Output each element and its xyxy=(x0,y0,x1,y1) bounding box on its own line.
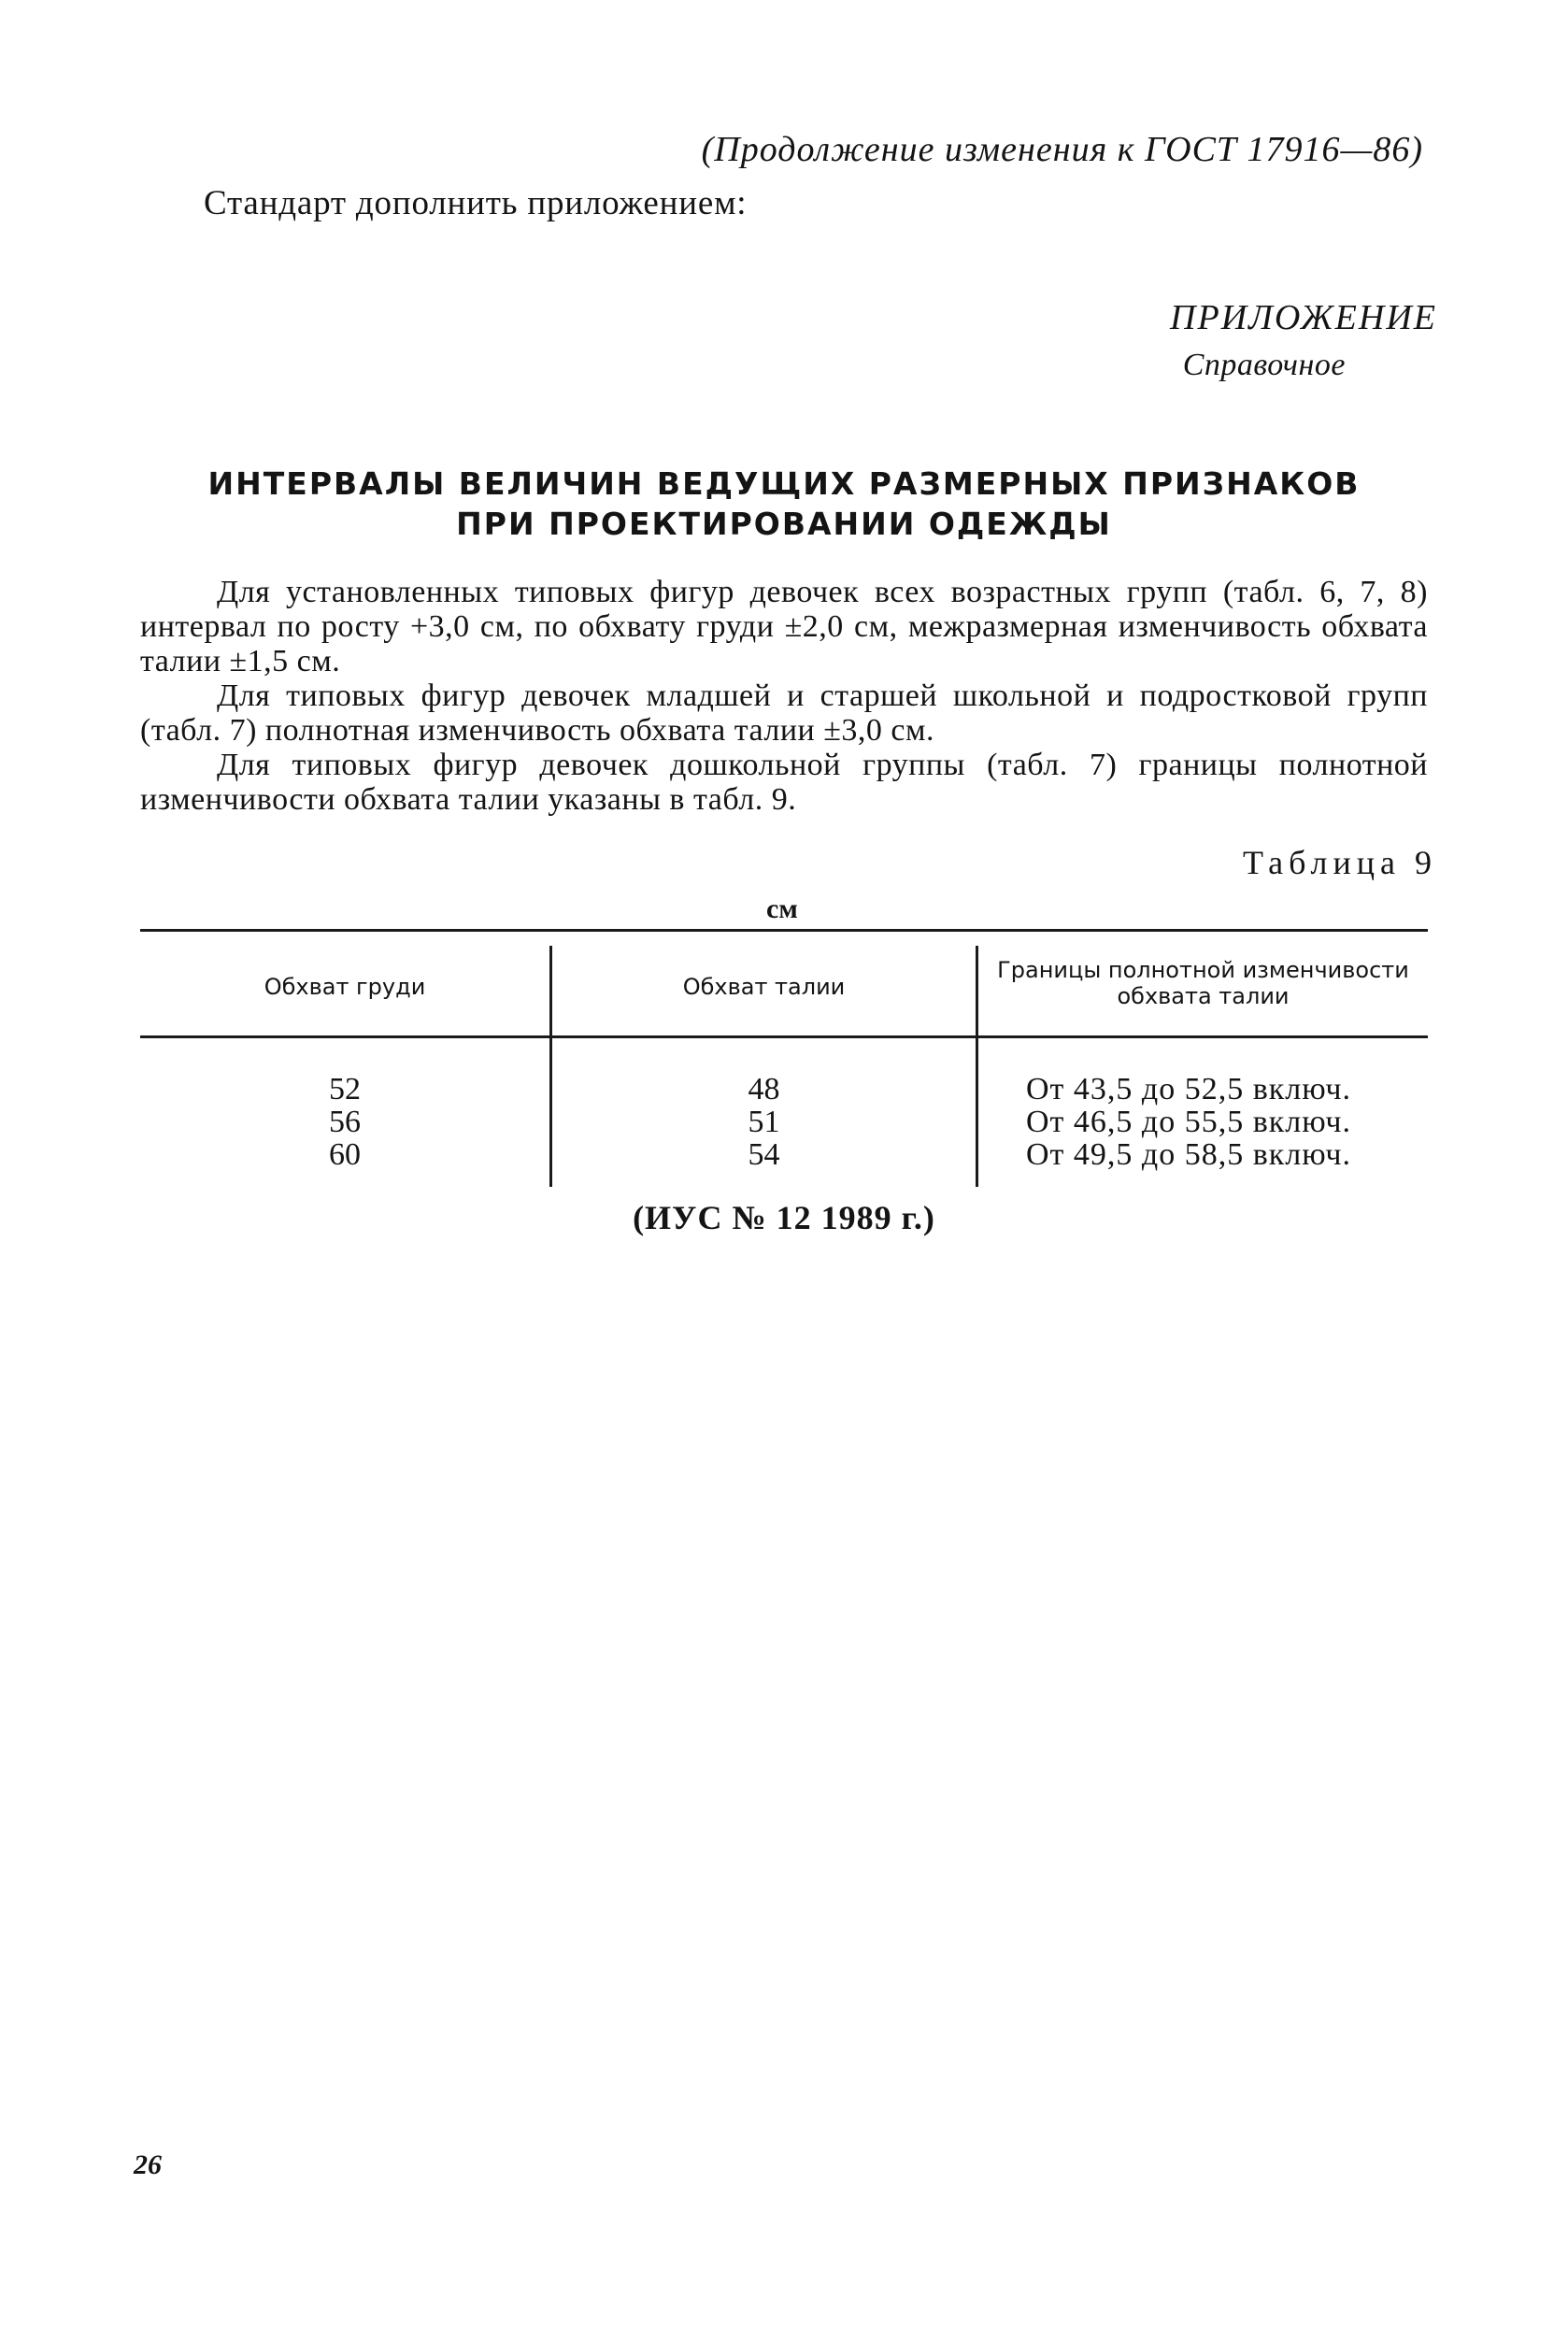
table-header-cell: Обхват талии xyxy=(682,974,846,1000)
table-cell: 48 xyxy=(748,1072,780,1106)
table-column-chest xyxy=(140,1073,549,1171)
table-cell: 54 xyxy=(748,1137,780,1172)
section-heading-line-2: ПРИ ПРОЕКТИРОВАНИИ ОДЕЖДЫ xyxy=(456,506,1112,542)
table-cell: От 49,5 до 58,5 включ. xyxy=(1026,1137,1351,1172)
section-heading-line-1: ИНТЕРВАЛЫ ВЕЛИЧИН ВЕДУЩИХ РАЗМЕРНЫХ ПРИЗНАКОВ xyxy=(207,465,1361,502)
table-cell: 52 xyxy=(329,1072,361,1106)
source-note: (ИУС № 12 1989 г.) xyxy=(633,1199,935,1236)
table-header-cell: Границы полнотной изменчивости обхвата талии xyxy=(997,957,1409,1009)
table-cell: 60 xyxy=(329,1137,361,1172)
table-header-cell: Обхват груди xyxy=(264,974,426,1000)
paragraph: Для типовых фигур девочек младшей и старшей школьной и подростковой групп (табл. 7) полнотная изменчивость обхвата талии ±3,0 см. xyxy=(140,678,1428,748)
table-cell: От 46,5 до 55,5 включ. xyxy=(1026,1105,1351,1139)
table-column-range xyxy=(1026,1073,1428,1171)
table-column-waist xyxy=(552,1073,976,1171)
table-top-rule xyxy=(140,929,1428,932)
table-header-rule xyxy=(140,1035,1428,1038)
table-label: Таблица 9 xyxy=(1243,844,1437,881)
page-number: 26 xyxy=(134,2149,162,2180)
intro-line: Стандарт дополнить приложением: xyxy=(204,184,748,222)
table-cell: 56 xyxy=(329,1105,361,1139)
paragraph: Для установленных типовых фигур девочек всех возрастных групп (табл. 6, 7, 8) интервал по росту +3,0 см, по обхвату груди ±2,0 см, межразмерная изменчивость обхвата талии ±1,5 см. xyxy=(140,575,1428,678)
body-text xyxy=(140,575,1428,817)
appendix-subtitle: Справочное xyxy=(1182,348,1346,382)
table-cell: От 43,5 до 52,5 включ. xyxy=(1026,1072,1351,1106)
table-cell: 51 xyxy=(748,1105,780,1139)
appendix-title: ПРИЛОЖЕНИЕ xyxy=(1170,298,1437,337)
continuation-note: (Продолжение изменения к ГОСТ 17916—86) xyxy=(701,130,1423,169)
table-unit: см xyxy=(766,893,798,924)
paragraph: Для типовых фигур девочек дошкольной группы (табл. 7) границы полнотной изменчивости обхвата талии указаны в табл. 9. xyxy=(140,748,1428,817)
